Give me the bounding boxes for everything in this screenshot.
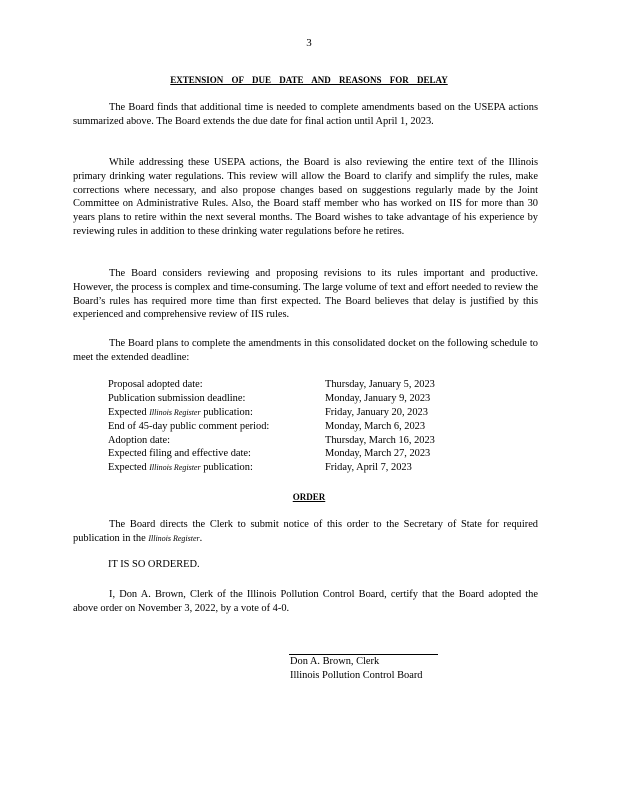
schedule-row — [108, 420, 468, 434]
paragraph-schedule-intro: The Board plans to complete the amendments in this consolidated docket on the following schedule to meet the extended deadline: — [73, 338, 538, 363]
schedule-date: Monday, January 9, 2023 — [325, 392, 431, 404]
paragraph-delay-justification: The Board considers reviewing and proposing revisions to its rules important and productive. However, the process is complex and time-consuming. The large volume of text and effort needed to review the Board’s rules has required more time than first expected. The Board believes that delay is justified by this experienced and comprehensive review of IIS rules. — [73, 268, 538, 321]
paragraph-order: The Board directs the Clerk to submit notice of this order to the Secretary of State for required publication in the Illinois Register. — [73, 519, 538, 544]
schedule-date: Friday, January 20, 2023 — [325, 406, 428, 418]
schedule-row — [108, 406, 468, 420]
paragraph-certification: I, Don A. Brown, Clerk of the Illinois Pollution Control Board, certify that the Board adopted the above order on November 3, 2022, by a vote of 4-0. — [73, 589, 538, 614]
schedule-row — [108, 392, 468, 406]
signature-name: Don A. Brown, Clerk — [290, 656, 380, 667]
schedule-label: Expected Illinois Register publication: — [108, 462, 253, 474]
paragraph-review: While addressing these USEPA actions, the Board is also reviewing the entire text of the Illinois primary drinking water regulations. This review will allow the Board to clarify and simplify the rules, make corrections where necessary, and also propose changes based on suggestions regularly made by the Joint Committee on Administrative Rules. Also, the Board staff member who has worked on IIS for more than 30 years plans to retire within the next several months. The Board wishes to take advantage of his experience by reviewing rules in addition to these drinking water regulations before he retires. — [73, 157, 538, 237]
schedule-date: Monday, March 6, 2023 — [325, 420, 426, 432]
signature-line — [289, 654, 438, 655]
schedule-row — [108, 447, 468, 461]
order-heading: ORDER — [292, 492, 326, 502]
schedule-row — [108, 434, 468, 448]
schedule-date: Thursday, January 5, 2023 — [325, 379, 435, 390]
illinois-register-italic: Illinois Register — [149, 407, 201, 417]
section-heading: EXTENSION OF DUE DATE AND REASONS FOR DELAY — [170, 75, 448, 85]
schedule-row — [108, 378, 468, 392]
schedule-label: Expected Illinois Register publication: — [108, 406, 253, 418]
illinois-register-italic: Illinois Register — [148, 533, 200, 543]
illinois-register-italic: Illinois Register — [149, 463, 201, 473]
schedule-date: Friday, April 7, 2023 — [325, 462, 412, 474]
page-number: 3 — [306, 37, 312, 49]
schedule-label: Adoption date: — [108, 434, 171, 446]
schedule-label: Publication submission deadline: — [108, 392, 246, 404]
schedule-label: Expected filing and effective date: — [108, 448, 251, 460]
schedule-label: End of 45-day public comment period: — [108, 420, 270, 432]
schedule-date: Thursday, March 16, 2023 — [325, 434, 435, 446]
so-ordered: IT IS SO ORDERED. — [108, 559, 200, 570]
paragraph-due-date: The Board finds that additional time is needed to complete amendments based on the USEPA actions summarized above. The Board extends the due date for final action until April 1, 2023. — [73, 102, 538, 127]
schedule-label: Proposal adopted date: — [108, 379, 203, 390]
schedule-table — [108, 378, 468, 475]
signature-organization: Illinois Pollution Control Board — [290, 670, 423, 681]
schedule-date: Monday, March 27, 2023 — [325, 448, 431, 460]
schedule-row — [108, 461, 468, 475]
